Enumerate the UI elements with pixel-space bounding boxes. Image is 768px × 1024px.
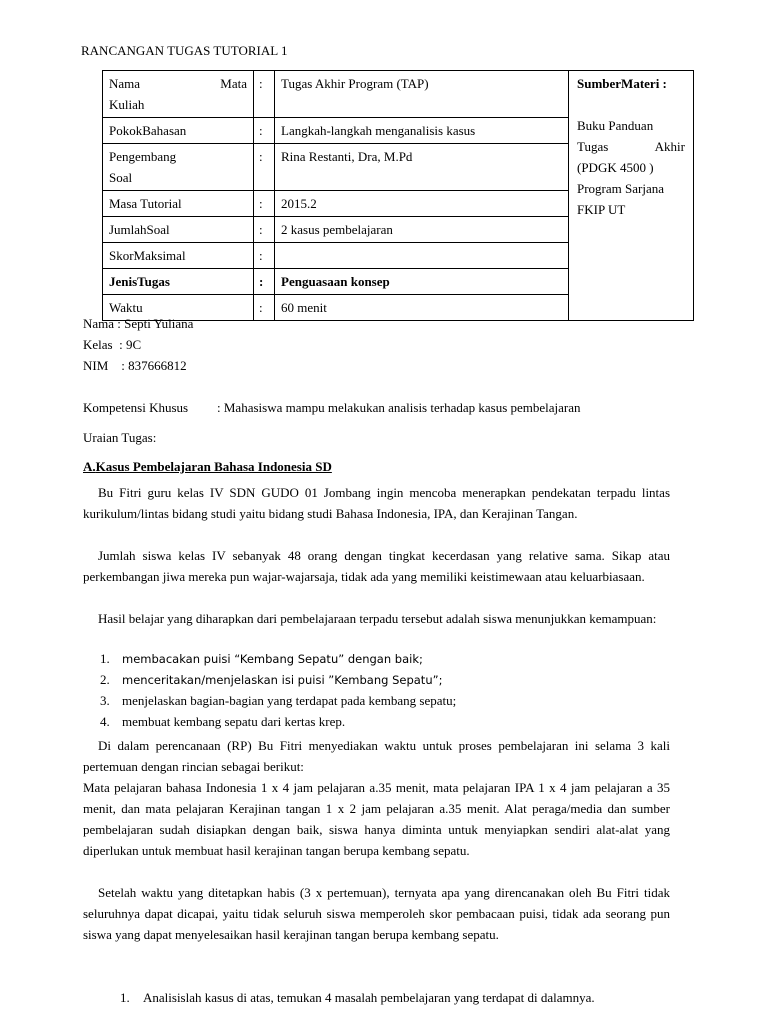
student-nim: NIM : 837666812 [83,358,187,373]
source-cell: SumberMateri : Buku Panduan Tugas Akhir (PDGK 4500 ) Program Sarjana FKIP UT [569,71,694,321]
table-row: Masa Tutorial : 2015.2 [103,191,694,217]
source-heading: SumberMateri : [577,76,667,91]
paragraph: Di dalam perencanaan (RP) Bu Fitri menyediakan waktu untuk proses pembelajaran ini selama 3 kali pertemuan dengan rincian sebagai berikut: [83,738,670,774]
table-row: PokokBahasan : Langkah-langkah menganalisis kasus [103,118,694,144]
paragraph: Hasil belajar yang diharapkan dari pembelajaraan terpadu tersebut adalah siswa menunjukkan kemampuan: [98,611,657,626]
paragraph: Bu Fitri guru kelas IV SDN GUDO 01 Jombang ingin mencoba menerapkan pendekatan terpadu lintas kurikulum/lintas bidang studi yaitu bidang studi Bahasa Indonesia, IPA, dan Kerajinan Tangan. [83,485,670,521]
paragraph: Setelah waktu yang ditetapkan habis (3 x pertemuan), ternyata apa yang direncanakan oleh Bu Fitri tidak seluruhnya dapat dicapai, yaitu tidak seluruh siswa memperoleh skor pembacaan puisi, tidak ada seorang pun siswa yang dapat menyelesaikan hasil kerajinan tangan berupa kembang sepatu. [83,885,670,942]
label-cell: Nama Mata Kuliah [103,71,254,118]
paragraph: Mata pelajaran bahasa Indonesia 1 x 4 jam pelajaran a.35 menit, mata pelajaran IPA 1 x 4 jam pelajaran a 35 menit, dan mata pelajaran Kerajinan tangan 1 x 2 jam pelajaran a.35 menit. Alat peraga/media dan sumber pembelajaran sudah disiapkan dengan baik, siswa hanya diminta untuk menyiapkan sendiri alat-alat yang diperlukan untuk membuat hasil kerajinan tangan berupa kembang sepatu. [83,780,670,858]
student-class: Kelas : 9C [83,337,142,352]
table-row: Pengembang Soal : Rina Restanti, Dra, M.Pd [103,144,694,191]
table-row: JenisTugas : Penguasaan konsep [103,269,694,295]
document-title: RANCANGAN TUGAS TUTORIAL 1 [81,43,288,58]
table-row: Waktu : 60 menit [103,295,694,321]
table-row [103,71,694,118]
paragraph: Jumlah siswa kelas IV sebanyak 48 orang dengan tingkat kecerdasan yang relative sama. Sikap atau perkembangan jiwa mereka pun wajar-wajarsaja, tidak ada yang memiliki keistimewaan atau keluarbiasaan. [83,548,670,584]
separator-cell: : [254,71,275,118]
section-heading: A.Kasus Pembelajaran Bahasa Indonesia SD [83,459,332,474]
course-info-table [102,70,694,321]
student-name: Nama : Septi Yuliana [83,316,194,331]
task-description-heading: Uraian Tugas: [83,430,157,445]
value-cell: Tugas Akhir Program (TAP) [275,71,569,118]
competency-value: : Mahasiswa mampu melakukan analisis terhadap kasus pembelajaran [217,400,581,415]
table-row: JumlahSoal : 2 kasus pembelajaran [103,217,694,243]
table-row: SkorMaksimal : [103,243,694,269]
competency-label: Kompetensi Khusus [83,400,189,415]
